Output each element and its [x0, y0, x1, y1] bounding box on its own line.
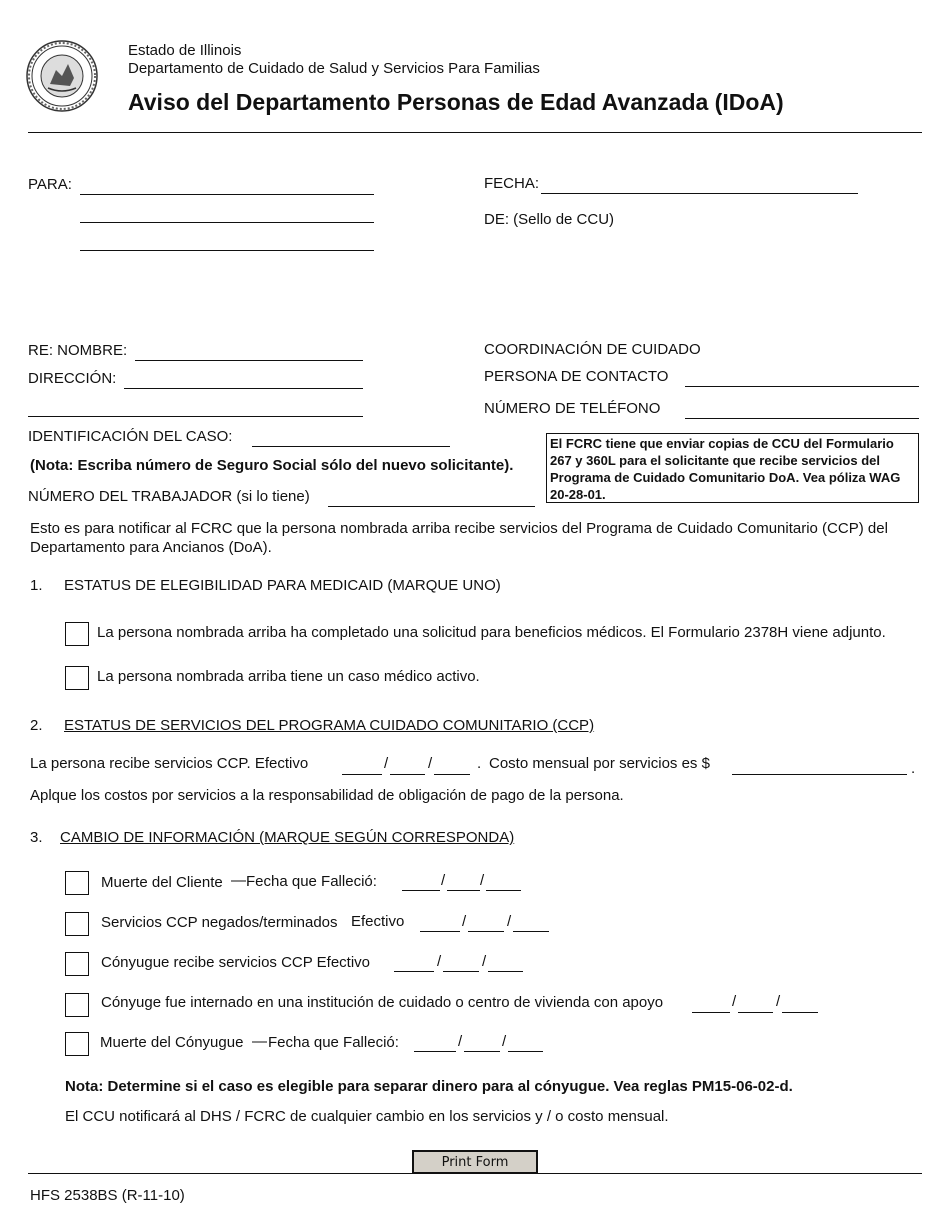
nombre-field[interactable]: [135, 360, 363, 361]
dash: —: [252, 1033, 267, 1050]
direccion-label: DIRECCIÓN:: [28, 370, 117, 387]
date-separator: /: [428, 755, 433, 772]
date-separator: /: [507, 913, 512, 930]
trabajador-field[interactable]: [328, 506, 535, 507]
trabajador-label: NÚMERO DEL TRABAJADOR (si lo tiene): [28, 488, 310, 505]
contacto-field[interactable]: [685, 386, 919, 387]
telefono-field[interactable]: [685, 418, 919, 419]
ccp-denied-month[interactable]: [420, 931, 460, 932]
ccp-month-field[interactable]: [342, 774, 382, 775]
cost-field[interactable]: [732, 774, 907, 775]
telefono-label: NÚMERO DE TELÉFONO: [484, 400, 661, 417]
spouse-institution-year[interactable]: [782, 1012, 818, 1013]
direccion-field-1[interactable]: [124, 388, 363, 389]
ccp-denied-day[interactable]: [468, 931, 504, 932]
fecha-fallecio-label: Fecha que Falleció:: [246, 873, 377, 890]
spouse-death-year[interactable]: [508, 1051, 543, 1052]
caso-label: IDENTIFICACIÓN DEL CASO:: [28, 428, 233, 445]
spouse-institution-day[interactable]: [738, 1012, 773, 1013]
de-label: DE: (Sello de CCU): [484, 211, 615, 228]
spouse-death-month[interactable]: [414, 1051, 456, 1052]
page-title: Aviso del Departamento Personas de Edad Avanzada (IDoA): [128, 89, 784, 115]
state-name: Estado de Illinois: [128, 42, 242, 59]
apply-costs-text: Aplque los costos por servicios a la responsabilidad de obligación de pago de la persona.: [30, 787, 624, 804]
spouse-institution-label: Cónyuge fue internado en una institución de cuidado o centro de vivienda con apoyo: [101, 994, 664, 1011]
client-death-year[interactable]: [486, 890, 521, 891]
direccion-field-2[interactable]: [28, 416, 363, 417]
dash: —: [231, 872, 246, 889]
section3-heading: CAMBIO DE INFORMACIÓN (MARQUE SEGÚN CORRESPONDA): [60, 829, 515, 846]
fecha-label: FECHA:: [484, 175, 540, 192]
section3-number: 3.: [30, 829, 43, 846]
client-death-checkbox[interactable]: [65, 871, 89, 895]
date-separator: /: [502, 1033, 507, 1050]
ccp-year-field[interactable]: [434, 774, 470, 775]
medicaid-application-checkbox[interactable]: [65, 622, 89, 646]
date-separator: /: [732, 993, 737, 1010]
ccp-denied-checkbox[interactable]: [65, 912, 89, 936]
cost-label: Costo mensual por servicios es $: [489, 755, 710, 772]
ccu-notify-text: El CCU notificará al DHS / FCRC de cualquier cambio en los servicios y / o costo mensual.: [65, 1108, 669, 1125]
spouse-ccp-label: Cónyugue recibe servicios CCP Efectivo: [101, 954, 371, 971]
spouse-death-label: Muerte del Cónyugue: [100, 1034, 244, 1051]
nombre-label: RE: NOMBRE:: [28, 342, 128, 359]
date-separator: /: [441, 872, 446, 889]
spouse-institution-month[interactable]: [692, 1012, 730, 1013]
date-separator: /: [776, 993, 781, 1010]
fcrc-notice-box: El FCRC tiene que enviar copias de CCU del Formulario 267 y 360L para el solicitante que recibe servicios del Programa de Cuidado Comunitario DoA. Vea póliza WAG 20-28-01.: [546, 433, 919, 503]
section1-number: 1.: [30, 577, 43, 594]
spouse-ccp-year[interactable]: [488, 971, 523, 972]
date-separator: /: [437, 953, 442, 970]
print-form-button[interactable]: Print Form: [412, 1150, 538, 1174]
caso-field[interactable]: [252, 446, 450, 447]
efectivo-label: Efectivo: [351, 913, 405, 930]
spouse-ccp-month[interactable]: [394, 971, 434, 972]
medicaid-active-checkbox[interactable]: [65, 666, 89, 690]
spouse-ccp-checkbox[interactable]: [65, 952, 89, 976]
ccp-denied-label: Servicios CCP negados/terminados: [101, 914, 338, 931]
para-line-2[interactable]: [80, 222, 374, 223]
medicaid-active-label: La persona nombrada arriba tiene un caso médico activo.: [97, 668, 480, 685]
ccp-day-field[interactable]: [390, 774, 425, 775]
fecha-field[interactable]: [541, 193, 858, 194]
date-separator: /: [458, 1033, 463, 1050]
spouse-death-day[interactable]: [464, 1051, 500, 1052]
section1-heading: ESTATUS DE ELEGIBILIDAD PARA MEDICAID (MARQUE UNO): [64, 577, 501, 594]
date-separator: /: [384, 755, 389, 772]
ccp-denied-year[interactable]: [513, 931, 549, 932]
client-death-month[interactable]: [402, 890, 440, 891]
spouse-institution-checkbox[interactable]: [65, 993, 89, 1017]
spouse-ccp-day[interactable]: [443, 971, 479, 972]
header-divider: [28, 132, 922, 133]
section2-number: 2.: [30, 717, 43, 734]
state-seal-icon: [26, 40, 98, 112]
date-separator: /: [462, 913, 467, 930]
spouse-death-checkbox[interactable]: [65, 1032, 89, 1056]
footer-divider: [28, 1173, 922, 1174]
department-name: Departamento de Cuidado de Salud y Servicios Para Familias: [128, 60, 540, 77]
client-death-label: Muerte del Cliente: [101, 874, 223, 891]
form-id: HFS 2538BS (R-11-10): [30, 1187, 185, 1204]
spouse-funds-note: Nota: Determine si el caso es elegible para separar dinero para al cónyugue. Vea reglas PM15-06-02-d.: [65, 1078, 793, 1095]
medicaid-application-label: La persona nombrada arriba ha completado una solicitud para beneficios médicos. El Formulario 2378H viene adjunto.: [97, 624, 886, 641]
date-separator: /: [480, 872, 485, 889]
intro-text: Esto es para notificar al FCRC que la persona nombrada arriba recibe servicios del Programa de Cuidado Comunitario (CCP) del Departamento para Ancianos (DoA).: [30, 520, 888, 556]
para-label: PARA:: [28, 176, 72, 193]
section2-heading: ESTATUS DE SERVICIOS DEL PROGRAMA CUIDADO COMUNITARIO (CCP): [64, 717, 595, 734]
coordinacion-heading: COORDINACIÓN DE CUIDADO: [484, 341, 701, 358]
ssn-note: (Nota: Escriba número de Seguro Social sólo del nuevo solicitante).: [30, 457, 514, 474]
fecha-fallecio-label: Fecha que Falleció:: [268, 1034, 399, 1051]
para-line-1[interactable]: [80, 194, 374, 195]
period: .: [911, 760, 916, 777]
ccp-effective-label: La persona recibe servicios CCP. Efectivo: [30, 755, 309, 772]
para-line-3[interactable]: [80, 250, 374, 251]
period: .: [477, 755, 482, 772]
date-separator: /: [482, 953, 487, 970]
contacto-label: PERSONA DE CONTACTO: [484, 368, 669, 385]
client-death-day[interactable]: [447, 890, 480, 891]
